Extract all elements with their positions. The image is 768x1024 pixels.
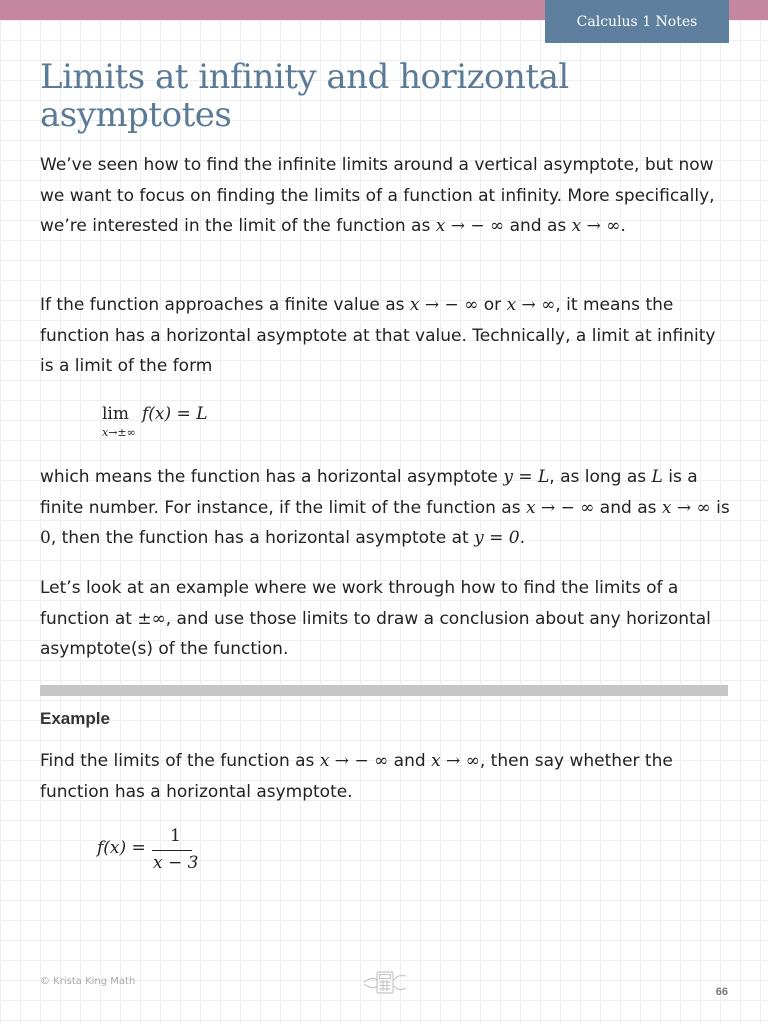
equation-lhs: f(x) =	[97, 838, 146, 858]
section-divider	[40, 685, 728, 696]
text: and as	[594, 497, 662, 518]
limit-equation	[102, 404, 208, 439]
text: or	[478, 295, 507, 315]
lim-body	[142, 404, 208, 424]
page-title: Limits at infinity and horizontal asymptotes	[40, 57, 569, 135]
math-inline: y = L	[503, 467, 550, 487]
text: is a finite number. For instance, if the limit of the function as	[40, 467, 698, 518]
calculator-icon	[362, 968, 408, 1000]
paragraph-intro	[40, 150, 730, 242]
text: .	[519, 528, 525, 548]
math-inline: x → − ∞	[319, 751, 389, 771]
header-tab	[545, 0, 729, 43]
paragraph-meaning	[40, 462, 730, 554]
lim-operator: lim	[102, 404, 129, 424]
math-inline: x → ∞	[661, 497, 711, 518]
math-inline: x → − ∞	[409, 295, 479, 315]
text: is	[710, 497, 730, 518]
text: and	[388, 751, 432, 771]
lim-body-text: f(x) = L	[142, 404, 208, 424]
math-inline: 0	[40, 528, 51, 548]
text: , then say whether the function has a horizontal asymptote.	[40, 751, 673, 802]
text: If the function approaches a finite value as	[40, 295, 410, 315]
text: , as long as	[549, 467, 652, 487]
fraction-numerator: 1	[170, 826, 181, 846]
math-inline: y = 0	[474, 528, 520, 548]
math-inline: x → − ∞	[435, 216, 505, 236]
text: , it means the function has a horizontal asymptote at that value. Technically, a limit at infinity is a limit of the form	[40, 295, 716, 376]
text: Find the limits of the function as	[40, 751, 320, 771]
math-inline: x → ∞	[506, 295, 556, 315]
lim-subscript: x→±∞	[102, 426, 136, 439]
text: Let’s look at an example where we work through how to find the limits of a function at	[40, 578, 679, 629]
fraction-denominator: x − 3	[153, 853, 199, 873]
text: , then the function has a horizontal asymptote at	[50, 528, 475, 548]
math-inline: x → ∞	[431, 751, 480, 771]
paragraph-example-intro	[40, 573, 730, 665]
header-tab-label: Calculus 1 Notes	[576, 13, 698, 30]
math-inline: x → ∞	[571, 216, 621, 236]
text: .	[620, 216, 626, 236]
page-number: 66	[715, 986, 728, 998]
text: which means the function has a horizontal asymptote	[40, 467, 504, 487]
math-inline: ±∞	[137, 608, 166, 629]
text: and as	[504, 216, 572, 236]
footer-copyright: © Krista King Math	[40, 976, 136, 987]
example-prompt	[40, 746, 730, 807]
text: , and use those limits to draw a conclusion about any horizontal asymptote(s) of the function.	[40, 608, 711, 659]
paragraph-definition	[40, 290, 730, 382]
fraction-bar	[152, 850, 192, 851]
math-inline: L	[651, 467, 663, 487]
text: We’ve seen how to find the infinite limits around a vertical asymptote, but now we want to focus on finding the limits of a function at infinity. More specifically, we’re interested in the limit of the function as	[40, 155, 715, 236]
math-inline: x → − ∞	[525, 497, 595, 518]
example-heading: Example	[40, 709, 110, 728]
